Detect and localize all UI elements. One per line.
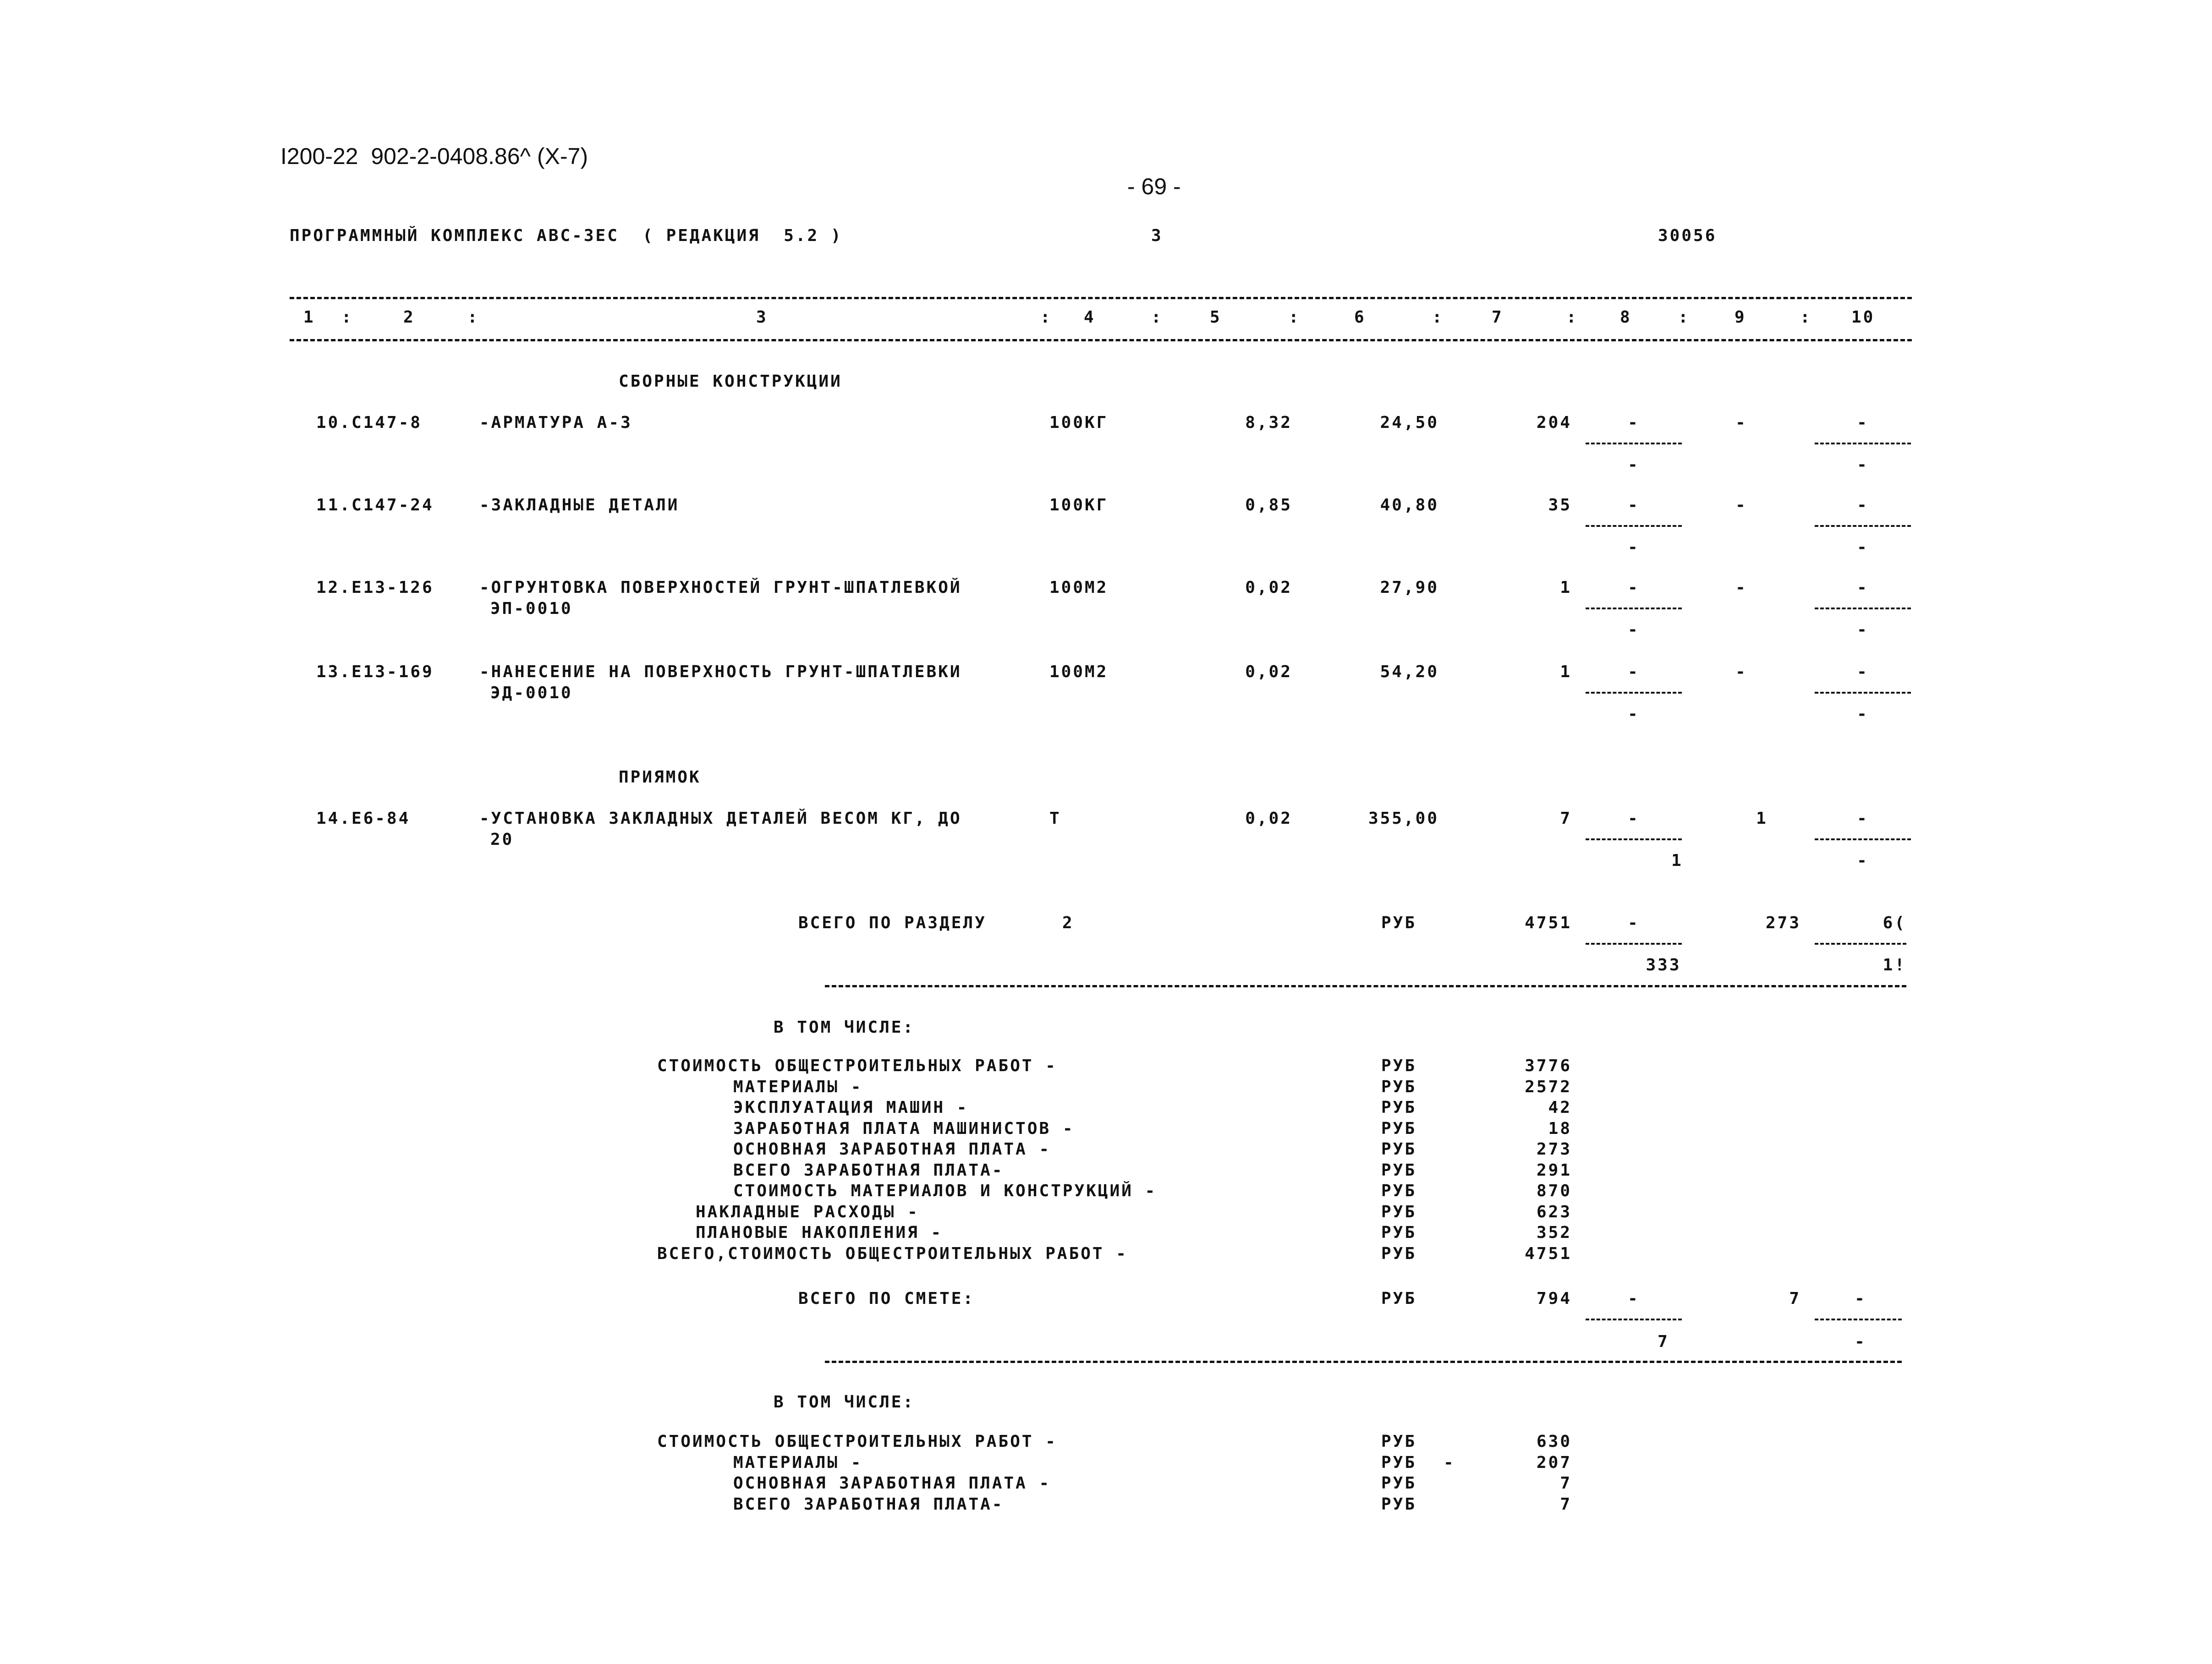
row-unit-price: 40,80 (1380, 496, 1439, 515)
breakdown-value: 870 (1536, 1182, 1572, 1200)
row-col10-top: - (1857, 496, 1869, 515)
section-total-c10-rule (1815, 943, 1906, 945)
row-col8-top: - (1628, 496, 1640, 515)
column-separator: : (1566, 308, 1578, 327)
section-total-rule (825, 985, 1906, 987)
row-total: 35 (1548, 496, 1572, 515)
row-col9: - (1735, 662, 1747, 681)
row-col8-rule (1586, 443, 1682, 444)
row-col10-top: - (1857, 578, 1869, 597)
estimate-total-c10-rule (1815, 1319, 1902, 1320)
row-col8-top: - (1628, 578, 1640, 597)
section-total-c9: 273 (1765, 914, 1801, 932)
row-unit: 100КГ (1049, 496, 1109, 515)
breakdown-value: 273 (1536, 1140, 1572, 1159)
row-col8-bottom: 1 (1671, 851, 1683, 870)
breakdown-unit: РУБ (1381, 1140, 1417, 1159)
breakdown-label: ЗАРАБОТНАЯ ПЛАТА МАШИНИСТОВ - (733, 1119, 1075, 1138)
row-unit: 100КГ (1049, 413, 1109, 432)
column-separator: : (467, 308, 479, 327)
column-separator: : (1800, 308, 1812, 327)
section-total-number: 2 (1062, 914, 1074, 932)
estimate-total-rule (825, 1361, 1902, 1363)
column-header-10: 10 (1851, 308, 1875, 327)
breakdown-label: СТОИМОСТЬ МАТЕРИАЛОВ И КОНСТРУКЦИЙ - (733, 1182, 1157, 1200)
row-col10-top: - (1857, 662, 1869, 681)
row-col8-rule (1586, 692, 1682, 694)
row-quantity: 0,02 (1245, 578, 1292, 597)
row-col9: - (1735, 413, 1747, 432)
doc-number: 30056 (1658, 226, 1717, 245)
row-name-continuation: 20 (490, 830, 514, 849)
row-col10-top: - (1857, 809, 1869, 828)
breakdown-label: НАКЛАДНЫЕ РАСХОДЫ - (696, 1202, 919, 1221)
row-col10-rule (1815, 692, 1911, 694)
estimate-total-c10-bottom: - (1855, 1332, 1866, 1351)
row-col10-top: - (1857, 413, 1869, 432)
row-unit-price: 24,50 (1380, 413, 1439, 432)
breakdown-value: 2572 (1525, 1077, 1572, 1096)
breakdown-value: 4751 (1525, 1244, 1572, 1263)
row-name: -АРМАТУРА А-3 (479, 413, 632, 432)
section-total-unit: РУБ (1381, 914, 1417, 932)
row-col8-rule (1586, 838, 1682, 840)
row-code: 12.Е13-126 (316, 578, 434, 597)
row-total: 1 (1560, 662, 1572, 681)
column-header-1: 1 (303, 308, 315, 327)
breakdown-unit: РУБ (1381, 1182, 1417, 1200)
row-col8-top: - (1628, 809, 1640, 828)
row-col10-bottom: - (1857, 455, 1869, 474)
breakdown-unit: РУБ (1381, 1244, 1417, 1263)
breakdown-unit: РУБ (1381, 1056, 1417, 1075)
column-header-3: 3 (756, 308, 768, 327)
row-col8-rule (1586, 608, 1682, 609)
row-code: 11.С147-24 (316, 496, 434, 515)
section-total-value: 4751 (1525, 914, 1572, 932)
breakdown-unit: РУБ (1381, 1474, 1417, 1493)
breakdown2-heading: В ТОМ ЧИСЛЕ: (774, 1393, 915, 1412)
column-separator: : (1040, 308, 1052, 327)
header-rule-top (290, 297, 1912, 299)
row-name: -НАНЕСЕНИЕ НА ПОВЕРХНОСТЬ ГРУНТ-ШПАТЛЕВКИ (479, 662, 962, 681)
breakdown1-heading: В ТОМ ЧИСЛЕ: (774, 1018, 915, 1037)
row-col10-bottom: - (1857, 705, 1869, 723)
section-total-c8-bottom: 333 (1646, 956, 1681, 974)
estimate-total-value: 794 (1536, 1289, 1572, 1308)
breakdown-label: МАТЕРИАЛЫ - (733, 1453, 863, 1472)
row-col9: - (1735, 496, 1747, 515)
estimate-total-label: ВСЕГО ПО СМЕТЕ: (798, 1289, 975, 1308)
breakdown-unit: РУБ (1381, 1223, 1417, 1242)
breakdown-label: ЭКСПЛУАТАЦИЯ МАШИН - (733, 1098, 969, 1117)
column-separator: : (1432, 308, 1444, 327)
row-total: 204 (1536, 413, 1572, 432)
row-col9: 1 (1756, 809, 1768, 828)
estimate-total-c8-top: - (1628, 1289, 1640, 1308)
column-header-6: 6 (1354, 308, 1366, 327)
row-quantity: 8,32 (1245, 413, 1292, 432)
breakdown-label: МАТЕРИАЛЫ - (733, 1077, 863, 1096)
breakdown-value: 7 (1560, 1494, 1572, 1514)
breakdown-label: ПЛАНОВЫЕ НАКОПЛЕНИЯ - (696, 1223, 943, 1242)
breakdown-label: СТОИМОСТЬ ОБЩЕСТРОИТЕЛЬНЫХ РАБОТ - (657, 1432, 1057, 1451)
column-header-7: 7 (1492, 308, 1504, 327)
row-name: -УСТАНОВКА ЗАКЛАДНЫХ ДЕТАЛЕЙ ВЕСОМ КГ, ДО (479, 809, 962, 828)
column-separator: : (1151, 308, 1163, 327)
row-code: 14.Е6-84 (316, 809, 411, 828)
row-name: -ЗАКЛАДНЫЕ ДЕТАЛИ (479, 496, 680, 515)
row-unit: 100М2 (1049, 578, 1109, 597)
page-number: - 69 - (1127, 174, 1181, 199)
breakdown-value: 42 (1548, 1098, 1572, 1117)
column-separator: : (341, 308, 353, 327)
column-header-4: 4 (1084, 308, 1096, 327)
breakdown-value: 352 (1536, 1223, 1572, 1242)
row-total: 7 (1560, 809, 1572, 828)
breakdown-value: 630 (1536, 1432, 1572, 1451)
row-code: 13.Е13-169 (316, 662, 434, 681)
row-code: 10.С147-8 (316, 413, 423, 432)
column-header-5: 5 (1210, 308, 1222, 327)
breakdown-value: 7 (1560, 1474, 1572, 1493)
row-col9: - (1735, 578, 1747, 597)
row-name-continuation: ЭП-0010 (490, 599, 573, 618)
sheet-number: 3 (1151, 226, 1163, 245)
row-name-continuation: ЭД-0010 (490, 684, 573, 702)
row-total: 1 (1560, 578, 1572, 597)
breakdown-value: 3776 (1525, 1056, 1572, 1075)
breakdown-unit: РУБ (1381, 1453, 1417, 1472)
breakdown-unit: РУБ (1381, 1494, 1417, 1514)
row-col8-top: - (1628, 413, 1640, 432)
breakdown-unit: РУБ (1381, 1202, 1417, 1221)
breakdown-label: ОСНОВНАЯ ЗАРАБОТНАЯ ПЛАТА - (733, 1140, 1051, 1159)
row-quantity: 0,02 (1245, 662, 1292, 681)
column-separator: : (1678, 308, 1690, 327)
header-rule-bottom (290, 339, 1912, 341)
breakdown-value: 207 (1536, 1453, 1572, 1472)
breakdown-label: ВСЕГО,СТОИМОСТЬ ОБЩЕСТРОИТЕЛЬНЫХ РАБОТ - (657, 1244, 1128, 1263)
section-total-c8-rule (1586, 943, 1682, 945)
program-line: ПРОГРАММНЫЙ КОМПЛЕКС АВС-ЗЕС ( РЕДАКЦИЯ 5.2 ) (290, 226, 843, 245)
breakdown-label: ВСЕГО ЗАРАБОТНАЯ ПЛАТА- (733, 1494, 1004, 1514)
row-col8-bottom: - (1628, 705, 1640, 723)
section-total-c8-top: - (1628, 914, 1640, 932)
column-header-2: 2 (403, 308, 415, 327)
breakdown-unit: РУБ (1381, 1077, 1417, 1096)
row-col10-bottom: - (1857, 620, 1869, 639)
breakdown-label: ОСНОВНАЯ ЗАРАБОТНАЯ ПЛАТА - (733, 1474, 1051, 1493)
breakdown-value: 18 (1548, 1119, 1572, 1138)
row-col10-bottom: - (1857, 851, 1869, 870)
row-col10-rule (1815, 838, 1911, 840)
section-total-label: ВСЕГО ПО РАЗДЕЛУ (798, 914, 987, 932)
row-col8-bottom: - (1628, 538, 1640, 557)
row-col10-rule (1815, 443, 1911, 444)
breakdown-value: 291 (1536, 1160, 1572, 1180)
estimate-total-c9: 7 (1789, 1289, 1801, 1308)
section-total-c10-top: 6( (1883, 914, 1906, 932)
row-name: -ОГРУНТОВКА ПОВЕРХНОСТЕЙ ГРУНТ-ШПАТЛЕВКОЙ (479, 578, 962, 597)
breakdown-mark: - (1444, 1453, 1455, 1472)
section-title: СБОРНЫЕ КОНСТРУКЦИИ (619, 372, 842, 391)
doc-code: I200-22 902-2-0408.86^ (X-7) (280, 143, 588, 169)
row-unit-price: 54,20 (1380, 662, 1439, 681)
column-separator: : (1289, 308, 1301, 327)
row-col8-rule (1586, 525, 1682, 527)
row-col8-bottom: - (1628, 455, 1640, 474)
section-title: ПРИЯМОК (619, 768, 701, 787)
row-col10-rule (1815, 525, 1911, 527)
breakdown-unit: РУБ (1381, 1160, 1417, 1180)
row-unit-price: 27,90 (1380, 578, 1439, 597)
breakdown-label: СТОИМОСТЬ ОБЩЕСТРОИТЕЛЬНЫХ РАБОТ - (657, 1056, 1057, 1075)
row-unit-price: 355,00 (1368, 809, 1439, 828)
row-quantity: 0,85 (1245, 496, 1292, 515)
breakdown-unit: РУБ (1381, 1432, 1417, 1451)
row-quantity: 0,02 (1245, 809, 1292, 828)
estimate-total-c8-bottom: 7 (1658, 1332, 1669, 1351)
estimate-total-c10-top: - (1855, 1289, 1866, 1308)
breakdown-label: ВСЕГО ЗАРАБОТНАЯ ПЛАТА- (733, 1160, 1004, 1180)
estimate-total-unit: РУБ (1381, 1289, 1417, 1308)
column-header-9: 9 (1734, 308, 1746, 327)
row-unit: Т (1049, 809, 1061, 828)
section-total-c10-bottom: 1! (1883, 956, 1906, 974)
row-unit: 100М2 (1049, 662, 1109, 681)
breakdown-value: 623 (1536, 1202, 1572, 1221)
row-col10-bottom: - (1857, 538, 1869, 557)
breakdown-unit: РУБ (1381, 1098, 1417, 1117)
column-header-8: 8 (1620, 308, 1632, 327)
breakdown-unit: РУБ (1381, 1119, 1417, 1138)
estimate-total-c8-rule (1586, 1319, 1682, 1320)
row-col8-bottom: - (1628, 620, 1640, 639)
row-col8-top: - (1628, 662, 1640, 681)
row-col10-rule (1815, 608, 1911, 609)
